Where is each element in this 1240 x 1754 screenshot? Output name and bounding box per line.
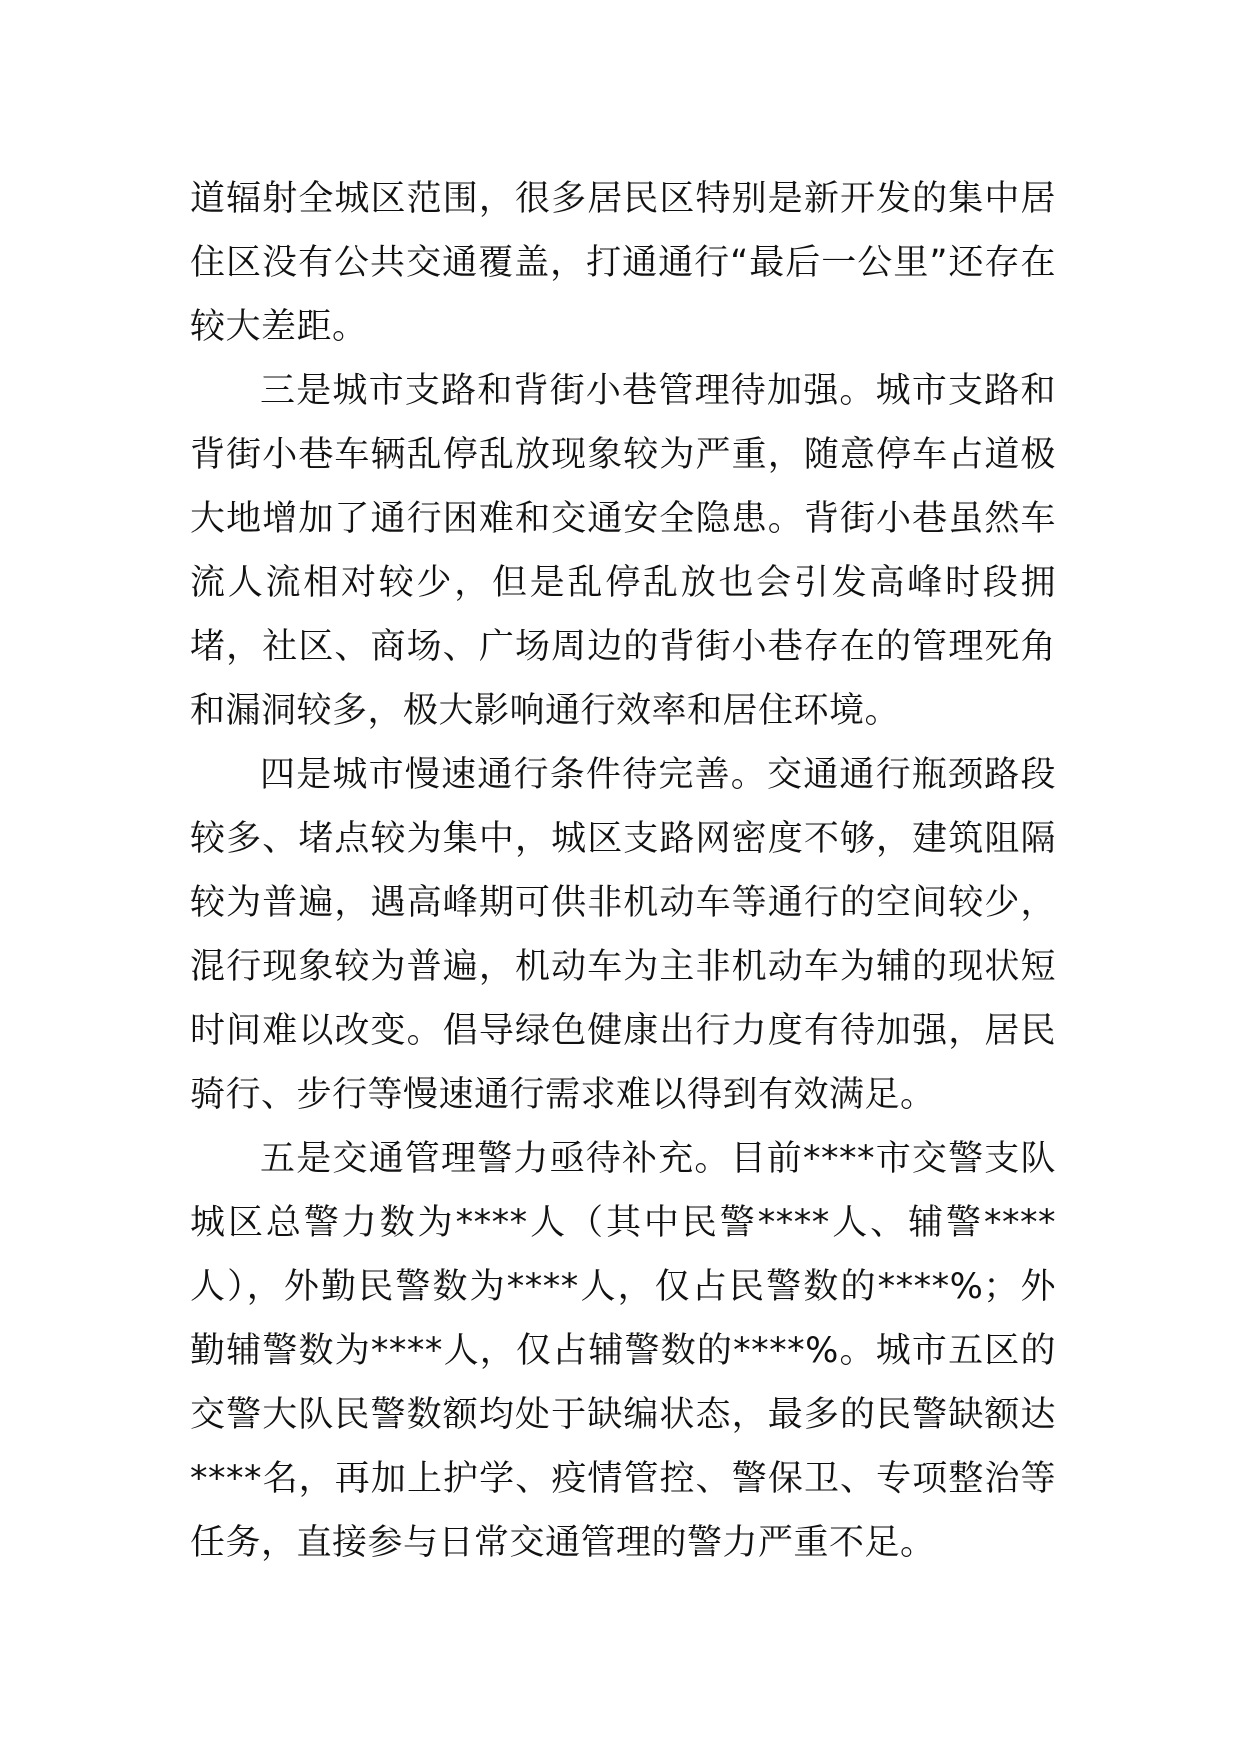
document-body: [190, 167, 1056, 1575]
paragraph-item-4: 四是城市慢速通行条件待完善。交通通行瓶颈路段较多、堵点较为集中，城区支路网密度不够，建筑阻隔较为普遍，遇高峰期可供非机动车等通行的空间较少，混行现象较为普遍，机动车为主非机动车为辅的现状短时间难以改变。倡导绿色健康出行力度有待加强，居民骑行、步行等慢速通行需求难以得到有效满足。: [190, 755, 1056, 1115]
paragraph-item-5: 五是交通管理警力亟待补充。目前****市交警支队城区总警力数为****人（其中民警****人、辅警****人），外勤民警数为****人，仅占民警数的****%；外勤辅警数为****人，仅占辅警数的****%。城市五区的交警大队民警数额均处于缺编状态，最多的民警缺额达****名，再加上护学、疫情管控、警保卫、专项整治等任务，直接参与日常交通管理的警力严重不足。: [190, 1139, 1056, 1563]
paragraph-continuation: 道辐射全城区范围，很多居民区特别是新开发的集中居住区没有公共交通覆盖，打通通行“最后一公里”还存在较大差距。: [190, 179, 1056, 347]
paragraph-item-3: 三是城市支路和背街小巷管理待加强。城市支路和背街小巷车辆乱停乱放现象较为严重，随意停车占道极大地增加了通行困难和交通安全隐患。背街小巷虽然车流人流相对较少，但是乱停乱放也会引发高峰时段拥堵，社区、商场、广场周边的背街小巷存在的管理死角和漏洞较多，极大影响通行效率和居住环境。: [190, 371, 1056, 731]
